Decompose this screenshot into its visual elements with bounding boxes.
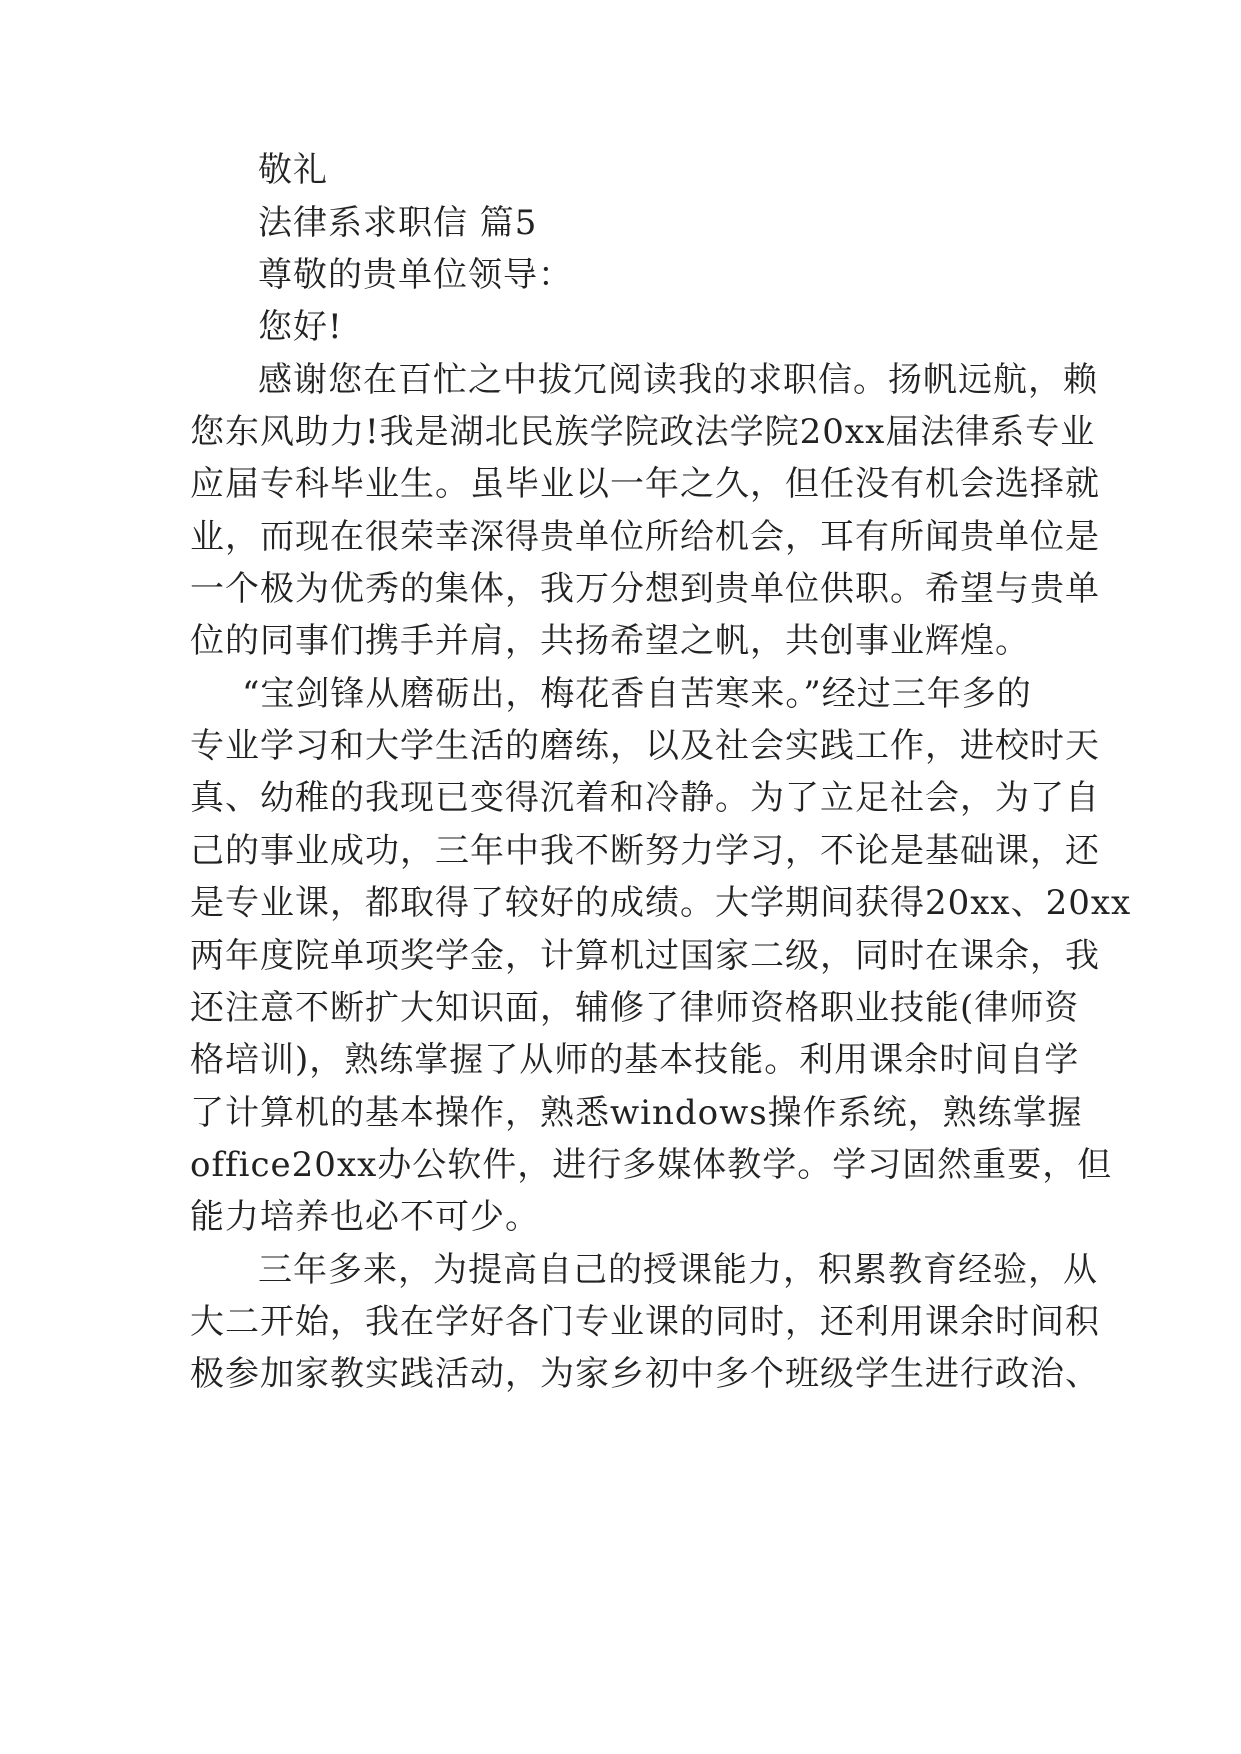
closing-line: 敬礼 (258, 150, 328, 190)
paragraph1-line: 应届专科毕业生。虽毕业以一年之久，但任没有机会选择就 (190, 464, 1100, 504)
paragraph2-line: 格培训)，熟练掌握了从师的基本技能。利用课余时间自学 (190, 1040, 1080, 1080)
paragraph3-line: 极参加家教实践活动，为家乡初中多个班级学生进行政治、 (190, 1354, 1100, 1394)
paragraph3-line: 三年多来，为提高自己的授课能力，积累教育经验，从 (258, 1250, 1098, 1290)
paragraph2-line: 己的事业成功，三年中我不断努力学习，不论是基础课，还 (190, 831, 1100, 871)
paragraph2-line: 能力培养也必不可少。 (190, 1197, 540, 1237)
paragraph1-line: 感谢您在百忙之中拔冗阅读我的求职信。扬帆远航，赖 (258, 360, 1098, 400)
paragraph2-line: 真、幼稚的我现已变得沉着和冷静。为了立足社会，为了自 (190, 778, 1100, 818)
letter-heading: 法律系求职信 篇5 (258, 203, 538, 243)
salutation: 尊敬的贵单位领导： (258, 255, 573, 295)
paragraph1-line: 业，而现在很荣幸深得贵单位所给机会，耳有所闻贵单位是 (190, 517, 1100, 557)
paragraph2-line: 专业学习和大学生活的磨练，以及社会实践工作，进校时天 (190, 726, 1100, 766)
paragraph1-line: 一个极为优秀的集体，我万分想到贵单位供职。希望与贵单 (190, 569, 1100, 609)
paragraph2-line: 了计算机的基本操作，熟悉windows操作系统，熟练掌握 (190, 1093, 1083, 1133)
paragraph3-line: 大二开始，我在学好各门专业课的同时，还利用课余时间积 (190, 1302, 1100, 1342)
paragraph2-line: 还注意不断扩大知识面，辅修了律师资格职业技能(律师资 (190, 988, 1080, 1028)
paragraph2-line: 两年度院单项奖学金，计算机过国家二级，同时在课余，我 (190, 936, 1100, 976)
paragraph2-line: office20xx办公软件，进行多媒体教学。学习固然重要，但 (190, 1145, 1113, 1185)
paragraph2-line: 是专业课，都取得了较好的成绩。大学期间获得20xx、20xx (190, 883, 1132, 923)
greeting: 您好! (258, 307, 343, 347)
paragraph1-line: 您东风助力!我是湖北民族学院政法学院20xx届法律系专业 (190, 412, 1096, 452)
paragraph1-line: 位的同事们携手并肩，共扬希望之帆，共创事业辉煌。 (190, 621, 1030, 661)
paragraph2-line: “宝剑锋从磨砺出，梅花香自苦寒来。”经过三年多的 (242, 674, 1032, 714)
